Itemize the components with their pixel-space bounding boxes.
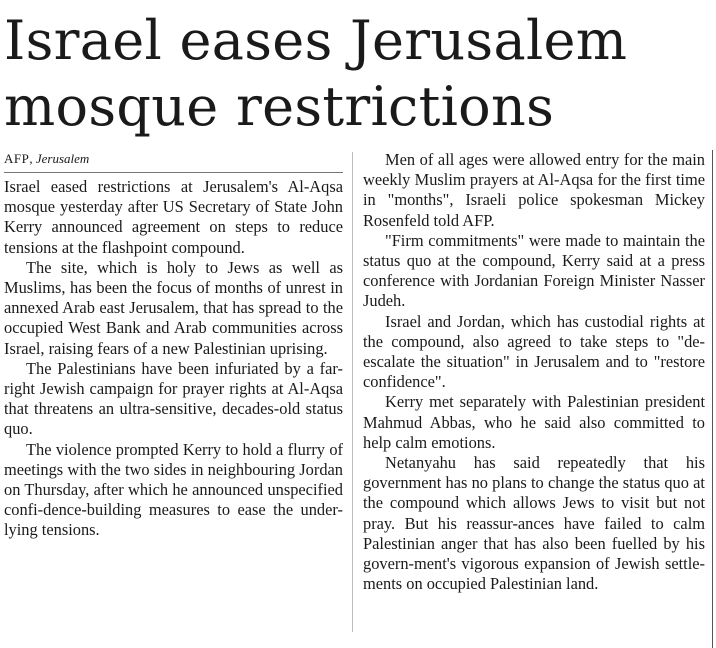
byline-dateline: Jerusalem	[35, 151, 90, 166]
article-column-left	[4, 150, 343, 541]
byline-separator: ,	[29, 151, 36, 166]
clipping-edge	[712, 150, 713, 648]
paragraph: The site, which is holy to Jews as well as Muslims, has been the focus of months of unrest in annexed Arab east Jerusalem, that has spread to the occupied West Bank and Arab communities across Israel, raising fears of a new Palestinian uprising.	[4, 257, 343, 358]
article-column-right	[363, 150, 705, 594]
headline: Israel eases Jerusalem mosque restrictions	[4, 9, 628, 138]
paragraph: Netanyahu has said repeatedly that his government has no plans to change the status quo at the compound which allows Jews to visit but not pray. But his reassur-ances have failed to calm Palestinian anger that has also been fuelled by his govern-ment's vigorous expansion of Jewish settle-ments on occupied Palestinian land.	[363, 453, 705, 594]
paragraph: The Palestinians have been infuriated by a far-right Jewish campaign for prayer rights at Al-Aqsa that threatens an ultra-sensitive, decades-old status quo.	[4, 358, 343, 439]
paragraph: "Firm commitments" were made to maintain the status quo at the compound, Kerry said at a press conference with Jordanian Foreign Minister Nasser Judeh.	[363, 230, 705, 311]
byline	[4, 150, 343, 173]
paragraph: Israel and Jordan, which has custodial rights at the compound, also agreed to take steps to "de-escalate the situation" in Jerusalem and to "restore confidence".	[363, 311, 705, 392]
paragraph: The violence prompted Kerry to hold a flurry of meetings with the two sides in neighbouring Jordan on Thursday, after which he announced unspecified confi-dence-building measures to ease the under-lying tensions.	[4, 439, 343, 540]
paragraph: Israel eased restrictions at Jerusalem's Al-Aqsa mosque yesterday after US Secretary of State John Kerry announced agreement on steps to reduce tensions at the flashpoint compound.	[4, 177, 343, 257]
byline-agency: AFP	[4, 151, 30, 166]
column-divider	[352, 152, 353, 632]
paragraph: Kerry met separately with Palestinian president Mahmud Abbas, who he said also committed to help calm emotions.	[363, 392, 705, 452]
paragraph: Men of all ages were allowed entry for the main weekly Muslim prayers at Al-Aqsa for the first time in "months", Israeli police spokesman Mickey Rosenfeld told AFP.	[363, 150, 705, 230]
